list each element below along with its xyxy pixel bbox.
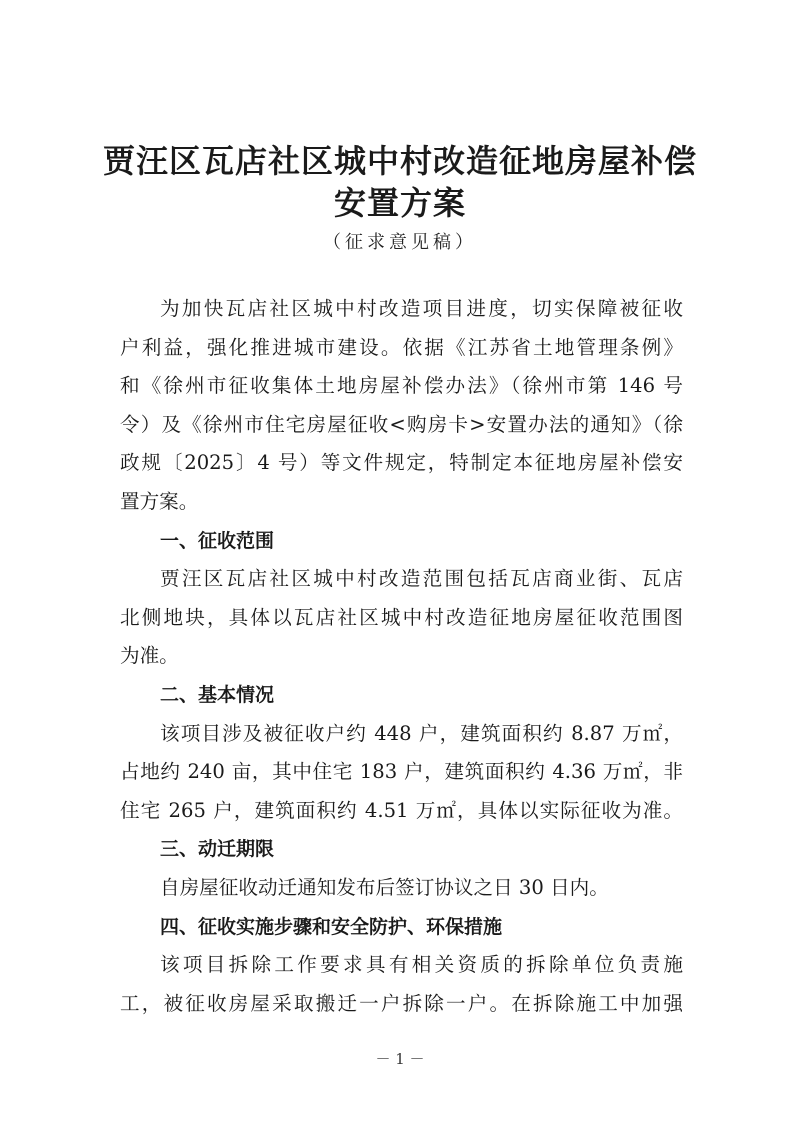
paragraph-line: 为准。 [120,644,179,668]
paragraph-line: 令）及《徐州市住宅房屋征收<购房卡>安置办法的通知》（徐 [120,412,683,436]
document-title-line-2: 安置方案 [333,184,466,222]
paragraph-line: 为加快瓦店社区城中村改造项目进度，切实保障被征收 [160,297,683,320]
paragraph-line: 政规〔2025〕4 号）等文件规定，特制定本征地房屋补偿安 [120,451,683,475]
document-title-line-1: 贾汪区瓦店社区城中村改造征地房屋补偿 [102,142,697,180]
paragraph-line: 和《徐州市征收集体土地房屋补偿办法》（徐州市第 146 号 [120,374,683,398]
paragraph-line: 占地约 240 亩，其中住宅 183 户，建筑面积约 4.36 万㎡，非 [120,760,683,784]
paragraph-line: 贾汪区瓦店社区城中村改造范围包括瓦店商业街、瓦店 [160,567,683,591]
paragraph-line: 户利益，强化推进城市建设。依据《江苏省土地管理条例》 [120,335,683,359]
paragraph-line: 该项目涉及被征收户约 448 户，建筑面积约 8.87 万㎡， [160,721,683,745]
document-body [120,290,683,1023]
paragraph-line: 自房屋征收动迁通知发布后签订协议之日 30 日内。 [160,875,609,899]
paragraph-line: 住宅 265 户，建筑面积约 4.51 万㎡，具体以实际征收为准。 [120,798,683,822]
document-subtitle: （征求意见稿） [323,232,477,253]
section-heading: 三、动迁期限 [160,838,275,861]
paragraph-line: 置方案。 [120,489,199,513]
paragraph-line: 该项目拆除工作要求具有相关资质的拆除单位负责施 [160,953,683,977]
page-number: － 1 － [375,1050,425,1068]
section-heading: 一、征收范围 [160,529,275,552]
section-heading: 四、征收实施步骤和安全防护、环保措施 [160,915,503,938]
section-heading: 二、基本情况 [160,683,275,706]
paragraph-line: 北侧地块，具体以瓦店社区城中村改造征地房屋征收范围图 [120,605,683,629]
paragraph-line: 工，被征收房屋采取搬迁一户拆除一户。在拆除施工中加强 [120,991,683,1015]
